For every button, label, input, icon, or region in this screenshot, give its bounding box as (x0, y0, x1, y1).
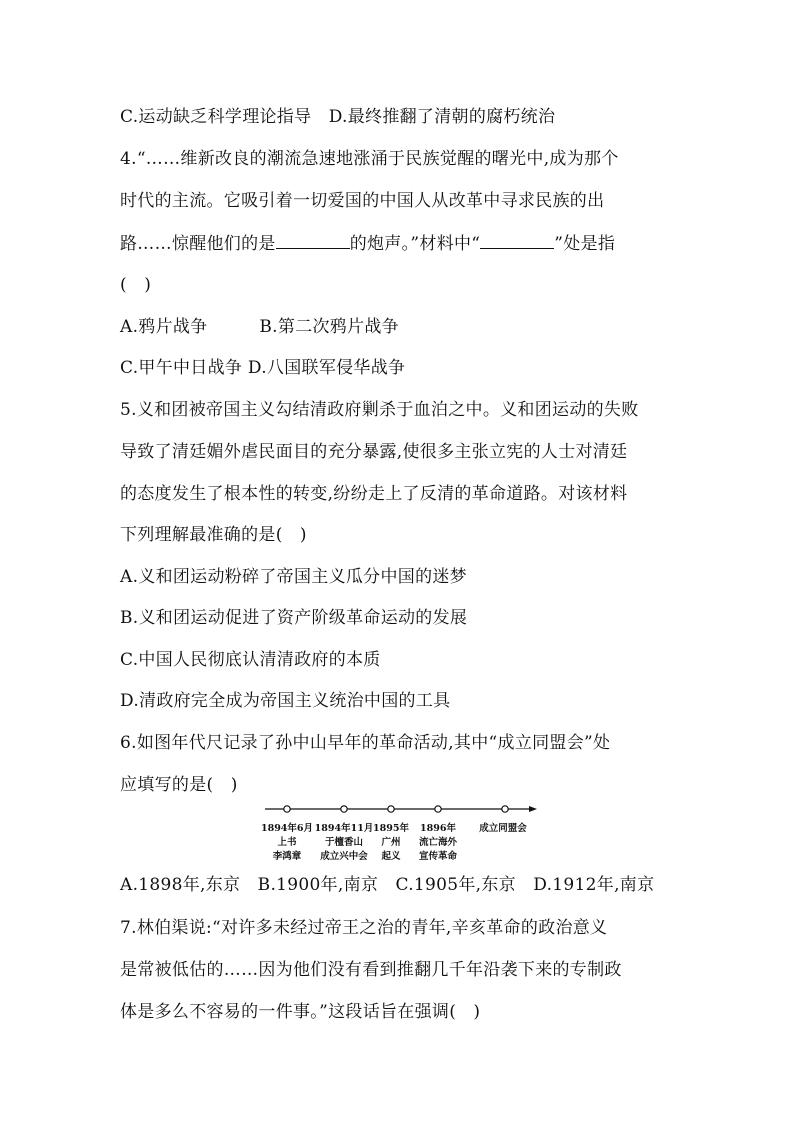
q6-options: A.1898年,东京 B.1900年,南京 C.1905年,东京 D.1912年,南京 (120, 875, 655, 895)
q4-stem-line3-c: ”处是指 (554, 234, 616, 254)
timeline-label-tongmenghui: 成立同盟会 (479, 823, 527, 834)
q6-stem-line2: 应填写的是( ) (120, 775, 238, 795)
timeline-event-3b: 起义 (381, 851, 401, 862)
timeline-event-1b: 李鸿章 (272, 851, 302, 862)
q5-stem-line4: 下列理解最准确的是( ) (120, 525, 307, 545)
timeline-event-3a: 广州 (381, 837, 401, 848)
q4-stem-line3 (120, 232, 615, 255)
timeline-date-3: 1895年 (373, 823, 409, 834)
q4-blank-1 (276, 232, 350, 249)
timeline-event-1a: 上书 (277, 837, 297, 848)
q7-stem-line3: 体是多么不容易的一件事。”这段话旨在强调( ) (120, 1002, 481, 1022)
timeline-event-4b: 宣传革命 (418, 851, 457, 862)
q5-option-c: C.中国人民彻底认清清政府的本质 (120, 650, 381, 670)
timeline-date-4: 1896年 (420, 823, 456, 834)
timeline-date-1: 1894年6月 (260, 823, 314, 834)
timeline-arrow-icon (529, 806, 537, 812)
timeline-dot (435, 806, 441, 812)
q4-stem-line3-a: 路……惊醒他们的是 (120, 234, 276, 254)
q5-stem-line2: 导致了清廷媚外虐民面目的充分暴露,使很多主张立宪的人士对清廷 (120, 442, 628, 462)
q4-options-ab: A.鸦片战争 B.第二次鸦片战争 (120, 317, 399, 337)
q6-stem-line1: 6.如图年代尺记录了孙中山早年的革命活动,其中“成立同盟会”处 (120, 733, 611, 753)
q4-blank-2 (480, 232, 554, 249)
q7-stem-line2: 是常被低估的……因为他们没有看到推翻几千年沿袭下来的专制政 (120, 960, 622, 980)
timeline-dot (341, 806, 347, 812)
timeline-event-2b: 成立兴中会 (320, 851, 368, 862)
timeline-dot (284, 806, 290, 812)
q5-stem-line3: 的态度发生了根本性的转变,纷纷走上了反清的革命道路。对该材料 (120, 484, 628, 504)
q7-stem-line1: 7.林伯渠说:“对许多未经过帝王之治的青年,辛亥革命的政治意义 (120, 918, 608, 938)
q5-option-b: B.义和团运动促进了资产阶级革命运动的发展 (120, 608, 468, 628)
q4-stem-line1: 4.“……维新改良的潮流急速地涨涌于民族觉醒的曙光中,成为那个 (120, 149, 619, 169)
q4-stem-line3-b: 的炮声。”材料中“ (349, 234, 481, 254)
q5-option-a: A.义和团运动粉碎了帝国主义瓜分中国的迷梦 (120, 567, 467, 587)
timeline-date-2: 1894年11月 (314, 823, 374, 834)
q4-answer-paren: ( ) (120, 275, 152, 295)
q4-stem-line2: 时代的主流。它吸引着一切爱国的中国人从改革中寻求民族的出 (120, 191, 605, 211)
q5-stem-line1: 5.义和团被帝国主义勾结清政府剿杀于血泊之中。义和团运动的失败 (120, 400, 639, 420)
q5-option-d: D.清政府完全成为帝国主义统治中国的工具 (120, 691, 451, 711)
timeline-event-2a: 于檀香山 (324, 837, 363, 848)
timeline-dot (388, 806, 394, 812)
timeline-dot (502, 806, 508, 812)
timeline-figure (255, 796, 545, 868)
q4-options-cd: C.甲午中日战争 D.八国联军侵华战争 (120, 358, 406, 378)
q3-options-cd: C.运动缺乏科学理论指导 D.最终推翻了清朝的腐朽统治 (120, 107, 556, 127)
timeline-event-4a: 流亡海外 (418, 837, 457, 848)
